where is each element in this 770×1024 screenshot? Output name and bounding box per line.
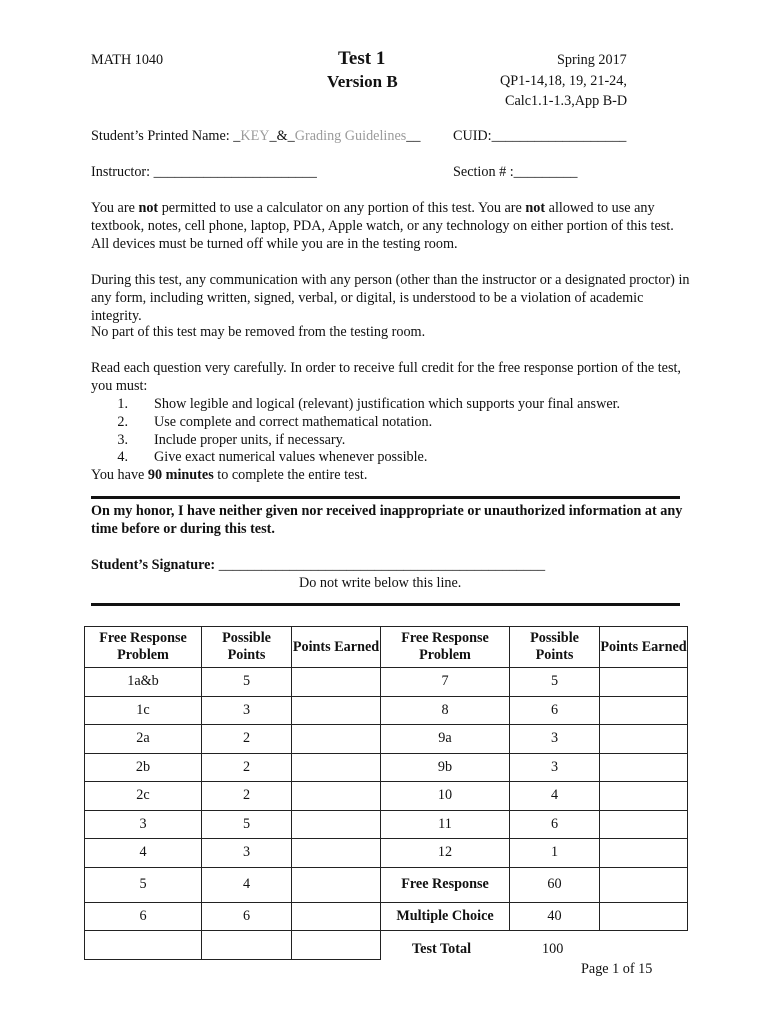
p1-not-2: not xyxy=(525,200,546,216)
possible-points-cell: 3 xyxy=(202,839,292,868)
communication-policy-paragraph: During this test, any communication with any person (other than the instructor or a designated proctor) in any form, including written, signed, verbal, or digital, is understood to be a violation of academic integrity. xyxy=(91,272,690,324)
points-earned-cell[interactable] xyxy=(292,839,381,868)
multiple-choice-total-value: 40 xyxy=(510,902,600,931)
points-earned-cell[interactable] xyxy=(292,810,381,839)
table-row xyxy=(85,668,688,697)
course-label: MATH 1040 xyxy=(91,52,164,68)
name-tail: __ xyxy=(406,128,421,144)
possible-points-cell: 3 xyxy=(202,696,292,725)
possible-points-cell: 3 xyxy=(510,753,600,782)
instructions-paragraph: Read each question very carefully. In order to receive full credit for the free response portion of the test, you must: xyxy=(91,360,681,394)
points-earned-cell[interactable] xyxy=(292,753,381,782)
multiple-choice-total-label: Multiple Choice xyxy=(381,902,510,931)
column-header: Free Response Problem xyxy=(381,627,510,668)
problem-cell: 4 xyxy=(85,839,202,868)
problem-cell: 9a xyxy=(381,725,510,754)
column-header: Free Response Problem xyxy=(85,627,202,668)
points-earned-cell[interactable] xyxy=(600,839,688,868)
p1-text-c: allowed to use any textbook, notes, cell phone, laptop, PDA, Apple watch, or any technology on either portion of this test. All devices must be turned off while you are in the testing room. xyxy=(91,200,674,252)
name-label: Student’s Printed Name: _ xyxy=(91,128,241,144)
table-row xyxy=(85,725,688,754)
list-item xyxy=(91,449,620,467)
grading-table xyxy=(84,626,688,960)
points-earned-cell[interactable] xyxy=(292,902,381,931)
empty-cell xyxy=(292,931,381,960)
problem-cell: 9b xyxy=(381,753,510,782)
table-row xyxy=(85,810,688,839)
possible-points-cell: 2 xyxy=(202,725,292,754)
problem-cell: 5 xyxy=(85,867,202,902)
requirements-list xyxy=(91,396,620,467)
divider-top xyxy=(91,496,680,499)
table-header-row xyxy=(85,627,688,668)
multiple-choice-earned-cell[interactable] xyxy=(600,902,688,931)
list-text: Show legible and logical (relevant) justification which supports your final answer. xyxy=(154,396,621,412)
time-minutes: 90 minutes xyxy=(147,467,214,483)
empty-cell xyxy=(202,931,292,960)
possible-points-cell: 5 xyxy=(202,810,292,839)
list-number: 3. xyxy=(117,431,128,448)
name-separator: _&_ xyxy=(269,128,295,144)
p1-text-a: You are xyxy=(91,200,139,216)
problem-cell: 7 xyxy=(381,668,510,697)
do-not-write-note: Do not write below this line. xyxy=(299,575,462,591)
test-total-label: Test Total xyxy=(412,941,472,957)
term-label: Spring 2017 xyxy=(557,52,627,68)
section-field: Section # :_________ xyxy=(453,164,578,180)
column-header: Possible Points xyxy=(510,627,600,668)
list-item xyxy=(91,396,620,414)
calculator-policy-paragraph xyxy=(91,200,691,253)
column-header: Points Earned xyxy=(600,627,688,668)
version-label: Version B xyxy=(327,72,398,91)
possible-points-cell: 2 xyxy=(202,753,292,782)
points-earned-cell[interactable] xyxy=(292,725,381,754)
problem-cell: 1c xyxy=(85,696,202,725)
student-name-field xyxy=(91,128,420,145)
problem-cell: 1a&b xyxy=(85,668,202,697)
coverage-line-2: Calc1.1-1.3,App B-D xyxy=(505,93,628,109)
possible-points-cell: 4 xyxy=(202,867,292,902)
problem-cell: 11 xyxy=(381,810,510,839)
problem-cell: 2b xyxy=(85,753,202,782)
problem-cell: 2c xyxy=(85,782,202,811)
name-grading-guidelines: Grading Guidelines xyxy=(294,128,407,144)
possible-points-cell: 1 xyxy=(510,839,600,868)
points-earned-cell[interactable] xyxy=(292,696,381,725)
signature-label: Student’s Signature: xyxy=(91,557,219,573)
problem-cell: 3 xyxy=(85,810,202,839)
table-row xyxy=(85,867,688,902)
list-text: Give exact numerical values whenever possible. xyxy=(154,449,428,466)
points-earned-cell[interactable] xyxy=(600,782,688,811)
table-row xyxy=(85,782,688,811)
free-response-total-value: 60 xyxy=(510,867,600,902)
points-earned-cell[interactable] xyxy=(600,725,688,754)
possible-points-cell: 5 xyxy=(202,668,292,697)
table-row xyxy=(85,753,688,782)
list-item xyxy=(91,432,620,450)
free-response-earned-cell[interactable] xyxy=(600,867,688,902)
possible-points-cell: 5 xyxy=(510,668,600,697)
list-number: 2. xyxy=(117,413,128,430)
time-text-c: to complete the entire test. xyxy=(213,467,368,483)
empty-cell xyxy=(85,931,202,960)
possible-points-cell: 4 xyxy=(510,782,600,811)
table-row xyxy=(85,931,688,960)
points-earned-cell[interactable] xyxy=(600,696,688,725)
coverage-line-1: QP1-14,18, 19, 21-24, xyxy=(500,73,627,89)
column-header: Possible Points xyxy=(202,627,292,668)
table-row xyxy=(85,902,688,931)
table-row xyxy=(85,696,688,725)
problem-cell: 6 xyxy=(85,902,202,931)
points-earned-cell[interactable] xyxy=(292,668,381,697)
problem-cell: 12 xyxy=(381,839,510,868)
free-response-total-label: Free Response xyxy=(381,867,510,902)
signature-field xyxy=(91,557,545,574)
p1-text-b: permitted to use a calculator on any portion of this test. You are xyxy=(158,200,526,216)
list-item xyxy=(91,414,620,432)
time-text-a: You have xyxy=(91,467,148,483)
list-text: Include proper units, if necessary. xyxy=(154,431,346,448)
possible-points-cell: 3 xyxy=(510,725,600,754)
p1-not-1: not xyxy=(138,200,159,216)
page-number: Page 1 of 15 xyxy=(581,961,653,977)
list-number: 4. xyxy=(117,449,128,466)
divider-bottom xyxy=(91,603,680,606)
cuid-field: CUID:___________________ xyxy=(453,128,627,144)
test-total-value: 100 xyxy=(542,941,564,957)
time-limit-text xyxy=(91,467,367,484)
removal-policy-text: No part of this test may be removed from the testing room. xyxy=(91,324,426,340)
points-earned-cell[interactable] xyxy=(600,810,688,839)
possible-points-cell: 2 xyxy=(202,782,292,811)
column-header: Points Earned xyxy=(292,627,381,668)
instructor-field: Instructor: _______________________ xyxy=(91,164,317,180)
test-title: Test 1 xyxy=(338,48,386,69)
points-earned-cell[interactable] xyxy=(600,753,688,782)
problem-cell: 8 xyxy=(381,696,510,725)
possible-points-cell: 6 xyxy=(510,810,600,839)
list-text: Use complete and correct mathematical notation. xyxy=(154,413,433,430)
problem-cell: 2a xyxy=(85,725,202,754)
honor-statement: On my honor, I have neither given nor received inappropriate or unauthorized information at any time before or during this test. xyxy=(91,503,683,537)
possible-points-cell: 6 xyxy=(510,696,600,725)
list-number: 1. xyxy=(117,396,128,412)
possible-points-cell: 6 xyxy=(202,902,292,931)
points-earned-cell[interactable] xyxy=(600,668,688,697)
empty-cell xyxy=(600,931,688,960)
points-earned-cell[interactable] xyxy=(292,867,381,902)
name-key: KEY xyxy=(240,128,270,144)
signature-line: ______________________________________________ xyxy=(218,557,546,573)
points-earned-cell[interactable] xyxy=(292,782,381,811)
problem-cell: 10 xyxy=(381,782,510,811)
table-row xyxy=(85,839,688,868)
